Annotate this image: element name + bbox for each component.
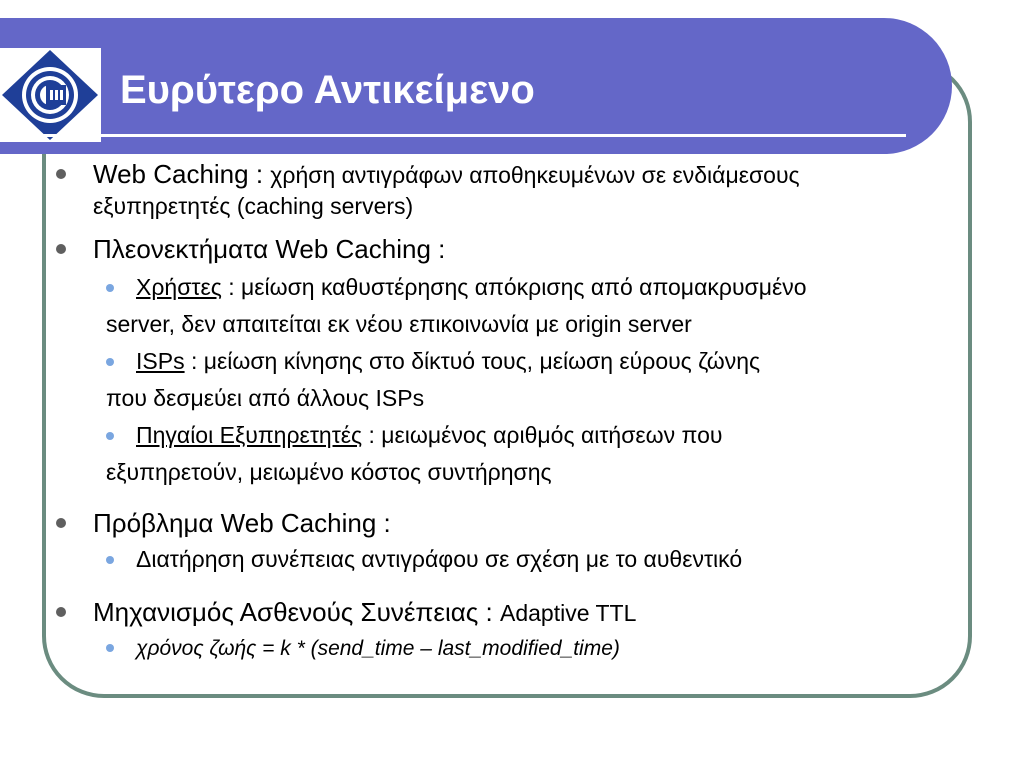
sub-bullet-isps: [106, 343, 972, 417]
bullet-heading: Μηχανισμός Ασθενούς Συνέπειας :: [93, 597, 493, 627]
bullet-term: Web Caching :: [93, 159, 264, 189]
bullet-value: Adaptive TTL: [499, 600, 637, 626]
sub-bullet-consistency: [106, 541, 972, 578]
logo: [0, 48, 101, 142]
bullet-dot-icon: [56, 607, 66, 617]
sub-bullet-term: Χρήστες: [136, 274, 222, 300]
bullet-web-caching: [56, 158, 972, 221]
bullet-heading: Πρόβλημα Web Caching :: [93, 508, 391, 538]
slide-title: Ευρύτερο Αντικείμενο: [120, 68, 535, 112]
sub-bullet-dot-icon: [106, 432, 114, 440]
bullet-advantages: [56, 233, 972, 265]
sub-bullet-text-continued: server, δεν απαιτείται εκ νέου επικοινωνία με origin server: [106, 311, 692, 337]
bullet-dot-icon: [56, 244, 66, 254]
title-underline: [0, 134, 906, 137]
formula-text: χρόνος ζωής = k * (send_time – last_modified_time): [136, 637, 620, 660]
bullet-text-continued: εξυπηρετητές (caching servers): [93, 193, 414, 219]
sub-bullet-text: : μειωμένος αριθμός αιτήσεων που: [362, 422, 723, 448]
university-logo-icon: [0, 48, 101, 142]
slide-content: [56, 156, 972, 667]
sub-bullet-term: ISPs: [136, 348, 185, 374]
bullet-dot-icon: [56, 518, 66, 528]
sub-bullet-text-continued: εξυπηρετούν, μειωμένο κόστος συντήρησης: [106, 459, 552, 485]
sub-bullet-users: [106, 269, 972, 343]
sub-bullet-dot-icon: [106, 358, 114, 366]
sub-bullet-text: : μείωση καθυστέρησης απόκρισης από απομακρυσμένο: [221, 274, 807, 300]
bullet-text: χρήση αντιγράφων αποθηκευμένων σε ενδιάμεσους: [270, 162, 800, 188]
bullet-weak-consistency: [56, 596, 972, 629]
bullet-heading: Πλεονεκτήματα Web Caching :: [93, 234, 446, 264]
sub-bullet-ttl-formula: [106, 629, 972, 667]
bullet-dot-icon: [56, 169, 66, 179]
sub-bullet-text: : μείωση κίνησης στο δίκτυό τους, μείωση εύρους ζώνης: [184, 348, 761, 374]
sub-bullet-dot-icon: [106, 556, 114, 564]
sub-bullet-text: Διατήρηση συνέπειας αντιγράφου σε σχέση με το αυθεντικό: [136, 546, 743, 572]
sub-bullet-dot-icon: [106, 644, 114, 652]
sub-bullet-origin-servers: [106, 417, 972, 491]
sub-bullet-text-continued: που δεσμεύει από άλλους ISPs: [106, 385, 425, 411]
bullet-problem: [56, 507, 972, 539]
sub-bullet-term: Πηγαίοι Εξυπηρετητές: [136, 422, 363, 448]
sub-bullet-dot-icon: [106, 284, 114, 292]
